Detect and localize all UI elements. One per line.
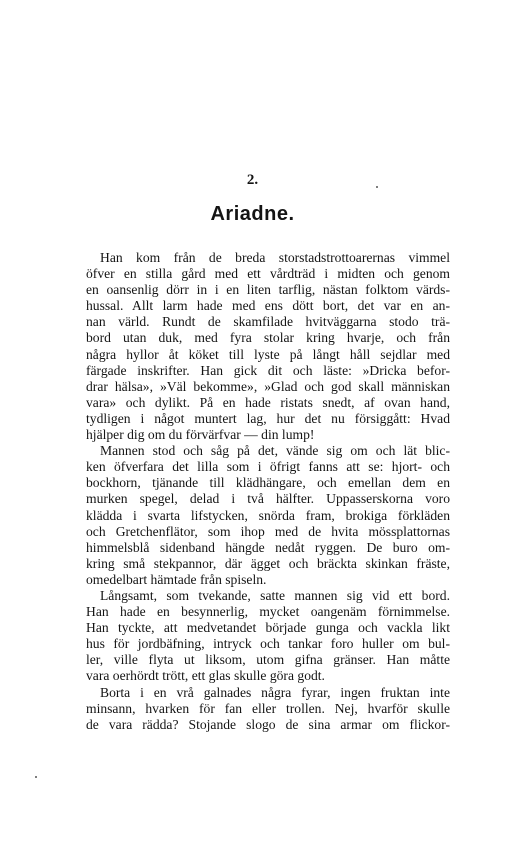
text-line: Långsamt, som tvekande, satte mannen sig vid ett bord. (100, 587, 450, 603)
chapter-number: 2. (246, 172, 259, 188)
text-line: färgade inskrifter. Han gick dit och läste: »Dricka befor- (86, 362, 450, 378)
text-line: Borta i en vrå galnades några fyrar, ingen fruktan inte (100, 684, 450, 700)
text-line: minsann, hvarken för fan eller trollen. Nej, hvarför skulle (86, 700, 450, 716)
text-line: himmelsblå sidenband hängde nedåt ryggen. De buro om- (86, 539, 450, 555)
text-line: drar hälsa», »Väl bekomme», »Glad och god skall människan (86, 378, 450, 394)
text-line: bord utan duk, med fyra stolar kring hvarje, och från (86, 330, 450, 346)
text-line: kring små stekpannor, där ägget och bräckta skinkan fräste, (86, 555, 450, 571)
text-line: en oansenlig dörr in i en liten tarflig, nästan folktom värds- (86, 282, 450, 298)
paragraph (86, 588, 450, 685)
text-line: och Gretchenflätor, som ihop med de hvita mössplattornas (86, 523, 450, 539)
text-line: hjälper dig om du förvärfvar — din lump! (86, 427, 315, 443)
text-line: klädda i svarta lifstycken, snörda fram, brokiga förkläden (86, 507, 450, 523)
text-line: Han kom från de breda storstadstrottoarernas vimmel (100, 250, 450, 265)
paragraph (86, 685, 450, 733)
text-line: tydligen i något muntert lag, hur det nu försiggått: Hvad (86, 410, 450, 426)
text-line: Han hade en besynnerlig, mycket oangenäm förnimmelse. (86, 604, 450, 620)
text-line: hussal. Allt larm hade med ens dött bort, det var en an- (86, 298, 450, 314)
text-line: hus för jordbäfning, intryck och tankar foro huller om bul- (86, 636, 450, 652)
text-line: nan värld. Rundt de skamfilade hvitväggarna stodo trä- (86, 314, 450, 330)
text-line: murken spegel, delad i två hälfter. Uppasserskorna voro (86, 491, 450, 507)
text-line: Mannen stod och såg på det, vände sig om och lät blic- (100, 443, 450, 459)
text-line: öfver en stilla gård med ett vårdträd i midten och genom (86, 266, 450, 282)
print-speck (35, 776, 37, 778)
text-line: några hyllor åt köket till lyste på långt håll sejdlar med (86, 346, 450, 362)
text-line: bockhorn, tjänande till klädhängare, och emellan dem en (86, 475, 450, 491)
paragraph (86, 250, 450, 443)
chapter-title: Ariadne. (210, 203, 295, 225)
text-line: ken öfverfara det lilla som i öfrigt fanns att se: hjort- och (86, 459, 450, 475)
text-line: Han tyckte, att medvetandet började gunga och vackla likt (86, 620, 450, 636)
chapter-body-text (86, 250, 450, 733)
text-line: de vara rädda? Stojande slogo de sina armar om flickor- (86, 716, 450, 732)
text-line: ler, ville flyta ut liksom, utom gifna gränser. Han måtte (86, 652, 450, 668)
paragraph (86, 443, 450, 588)
text-line: vara oerhördt trött, ett glas skulle göra godt. (86, 668, 325, 684)
print-speck (376, 186, 378, 188)
text-line: omedelbart hämtade från spiseln. (86, 571, 267, 587)
text-line: vara» och dylikt. På en hade ristats snedt, af ovan hand, (86, 394, 450, 410)
